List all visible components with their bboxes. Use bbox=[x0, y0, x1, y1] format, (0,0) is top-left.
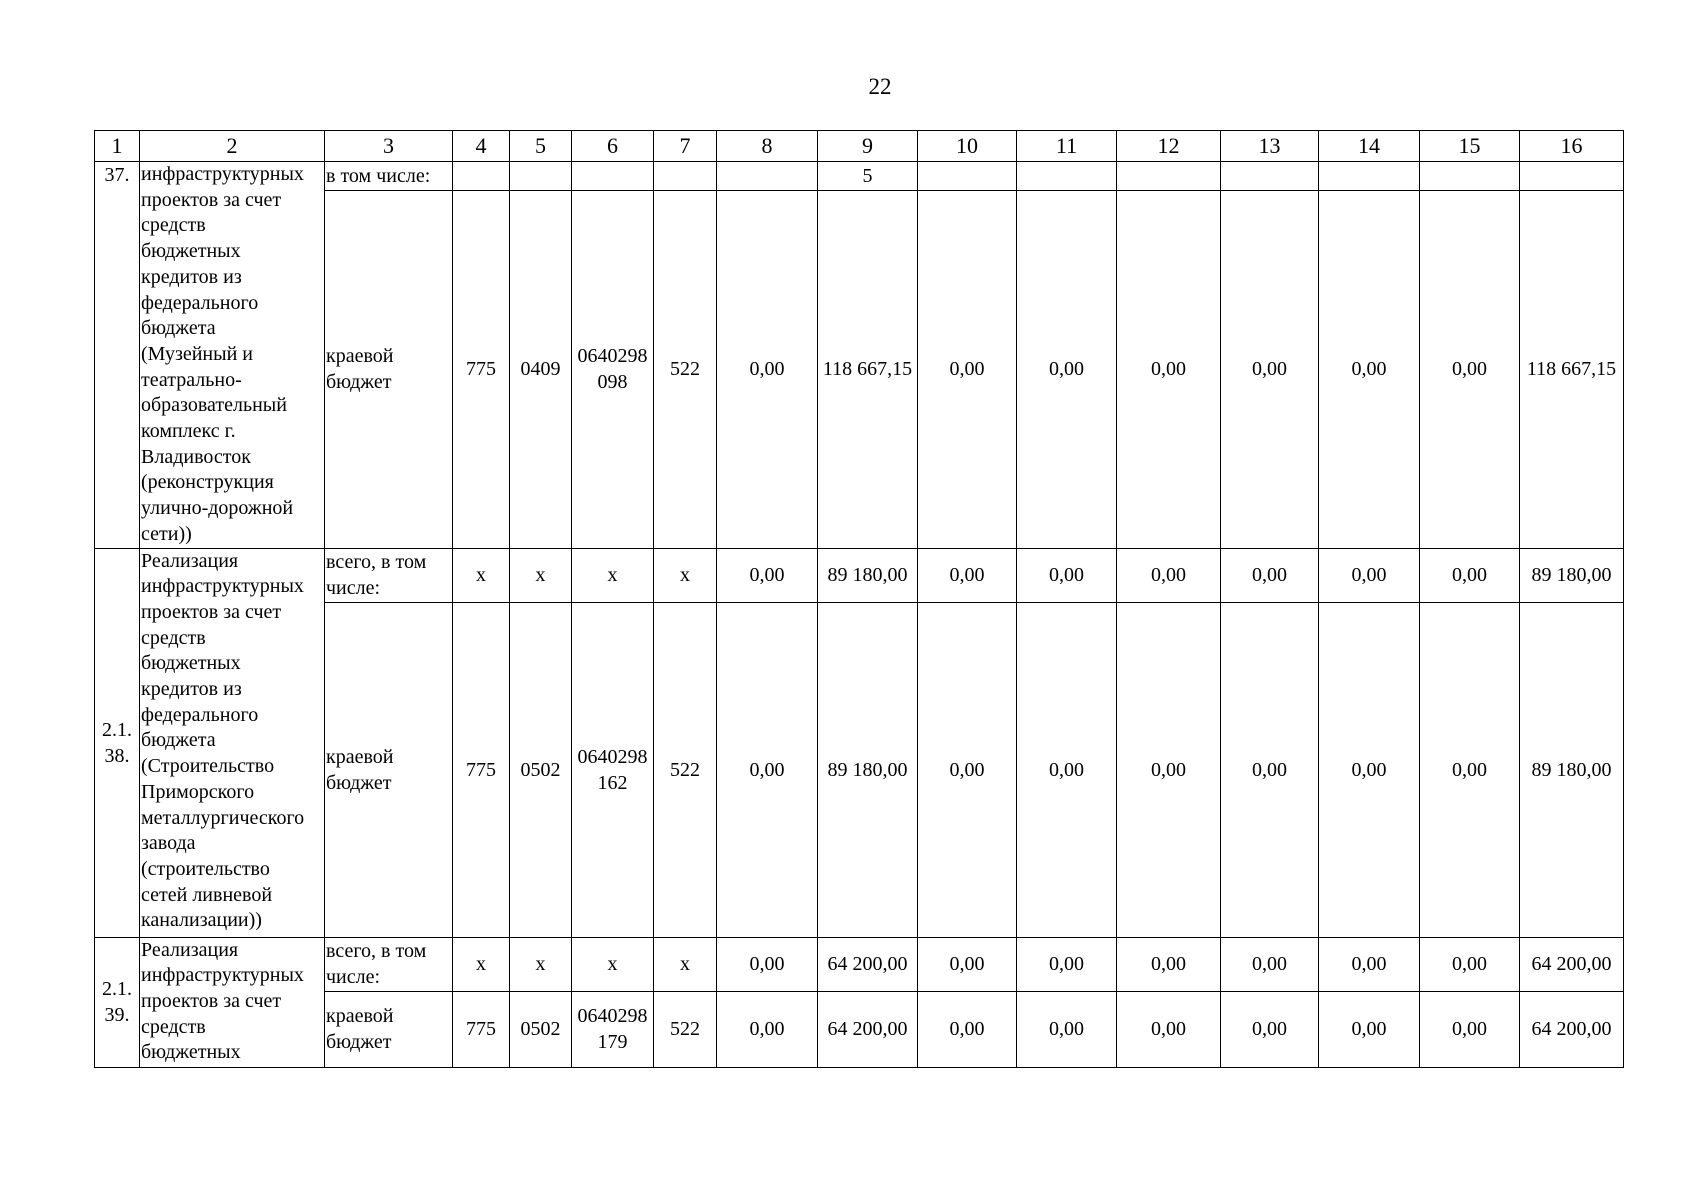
header-col-11: 11 bbox=[1017, 131, 1117, 162]
description-line: проектов за счет bbox=[141, 600, 282, 623]
funding-source: всего, в том числе: bbox=[325, 937, 453, 991]
funding-source: всего, в том числе: bbox=[325, 548, 453, 602]
cell-col-14 bbox=[1319, 162, 1420, 191]
cell-col-6: 0640298179 bbox=[572, 991, 654, 1067]
header-col-2: 2 bbox=[140, 131, 325, 162]
cell-col-16: 89 180,00 bbox=[1520, 602, 1624, 937]
cell-col-10 bbox=[918, 162, 1017, 191]
cell-col-11: 0,00 bbox=[1017, 548, 1117, 602]
cell-col-4: x bbox=[453, 937, 510, 991]
description-line: бюджетных bbox=[141, 1041, 241, 1064]
description-line: комплекс г. bbox=[141, 420, 236, 443]
cell-col-9: 89 180,00 bbox=[818, 548, 918, 602]
cell-col-13: 0,00 bbox=[1221, 937, 1319, 991]
cell-col-8: 0,00 bbox=[717, 937, 818, 991]
header-col-8: 8 bbox=[717, 131, 818, 162]
description-line: средств bbox=[141, 626, 206, 649]
cell-col-15: 0,00 bbox=[1420, 602, 1520, 937]
cell-col-16: 118 667,15 bbox=[1520, 191, 1624, 548]
cell-col-10: 0,00 bbox=[918, 991, 1017, 1067]
cell-col-8 bbox=[717, 162, 818, 191]
cell-col-11 bbox=[1017, 162, 1117, 191]
header-col-16: 16 bbox=[1520, 131, 1624, 162]
row-index: 2.1. 38. bbox=[95, 548, 140, 937]
cell-col-4: 775 bbox=[453, 191, 510, 548]
cell-col-7: 522 bbox=[654, 191, 717, 548]
funding-source: в том числе: bbox=[325, 162, 453, 191]
row-description bbox=[140, 548, 325, 937]
cell-col-5: 0409 bbox=[510, 191, 572, 548]
description-line: бюджета bbox=[141, 317, 216, 340]
page-number: 22 bbox=[868, 74, 892, 99]
description-line: кредитов из bbox=[141, 678, 242, 701]
cell-col-4 bbox=[453, 162, 510, 191]
description-line: (Музейный и bbox=[141, 342, 253, 365]
description-line: инфраструктурных bbox=[141, 964, 304, 987]
description-line: металлургического bbox=[141, 806, 305, 829]
cell-col-6: x bbox=[572, 548, 654, 602]
description-line: Приморского bbox=[141, 780, 255, 803]
description-line: (строительство bbox=[141, 857, 270, 880]
cell-col-4: 775 bbox=[453, 991, 510, 1067]
header-col-15: 15 bbox=[1420, 131, 1520, 162]
header-col-4: 4 bbox=[453, 131, 510, 162]
cell-col-7: x bbox=[654, 548, 717, 602]
budget-table bbox=[94, 130, 1624, 1068]
cell-col-6: x bbox=[572, 937, 654, 991]
header-col-7: 7 bbox=[654, 131, 717, 162]
description-line: проектов за счет bbox=[141, 989, 282, 1012]
funding-source: краевой бюджет bbox=[325, 991, 453, 1067]
header-col-6: 6 bbox=[572, 131, 654, 162]
description-line: театрально- bbox=[141, 368, 242, 391]
description-line: сети)) bbox=[141, 522, 192, 545]
header-col-3: 3 bbox=[325, 131, 453, 162]
cell-col-9: 118 667,15 bbox=[818, 191, 918, 548]
funding-source: краевой бюджет bbox=[325, 191, 453, 548]
cell-col-12: 0,00 bbox=[1117, 602, 1221, 937]
funding-source: краевой бюджет bbox=[325, 602, 453, 937]
cell-col-15: 0,00 bbox=[1420, 548, 1520, 602]
header-row bbox=[95, 131, 1624, 162]
cell-col-16: 64 200,00 bbox=[1520, 937, 1624, 991]
row-description bbox=[140, 162, 325, 549]
cell-col-6 bbox=[572, 162, 654, 191]
description-line: завода bbox=[141, 832, 196, 855]
cell-col-13: 0,00 bbox=[1221, 991, 1319, 1067]
cell-col-13: 0,00 bbox=[1221, 191, 1319, 548]
cell-col-8: 0,00 bbox=[717, 548, 818, 602]
cell-col-6: 0640298098 bbox=[572, 191, 654, 548]
cell-col-13 bbox=[1221, 162, 1319, 191]
cell-col-15: 0,00 bbox=[1420, 991, 1520, 1067]
header-col-10: 10 bbox=[918, 131, 1017, 162]
cell-col-15: 0,00 bbox=[1420, 937, 1520, 991]
cell-col-5: x bbox=[510, 548, 572, 602]
description-line: инфраструктурных bbox=[141, 575, 304, 598]
cell-col-12: 0,00 bbox=[1117, 548, 1221, 602]
description-line: канализации)) bbox=[141, 909, 262, 932]
cell-col-11: 0,00 bbox=[1017, 602, 1117, 937]
cell-col-7: x bbox=[654, 937, 717, 991]
row-index: 2.1. 39. bbox=[95, 937, 140, 1067]
header-col-5: 5 bbox=[510, 131, 572, 162]
cell-col-16 bbox=[1520, 162, 1624, 191]
cell-col-7 bbox=[654, 162, 717, 191]
cell-col-5: 0502 bbox=[510, 991, 572, 1067]
cell-col-10: 0,00 bbox=[918, 191, 1017, 548]
row-index: 37. bbox=[95, 162, 140, 549]
description-line: образовательный bbox=[141, 394, 287, 417]
description-line: федерального bbox=[141, 291, 259, 314]
cell-col-15 bbox=[1420, 162, 1520, 191]
cell-col-12 bbox=[1117, 162, 1221, 191]
cell-col-5: x bbox=[510, 937, 572, 991]
description-line: Реализация bbox=[141, 549, 239, 572]
description-line: Владивосток bbox=[141, 445, 251, 468]
description-line: Реализация bbox=[141, 938, 239, 961]
cell-col-7: 522 bbox=[654, 991, 717, 1067]
header-col-12: 12 bbox=[1117, 131, 1221, 162]
cell-col-10: 0,00 bbox=[918, 548, 1017, 602]
cell-col-7: 522 bbox=[654, 602, 717, 937]
table-row bbox=[95, 937, 1624, 991]
cell-col-9: 89 180,00 bbox=[818, 602, 918, 937]
description-line: средств bbox=[141, 1015, 206, 1038]
table-row bbox=[95, 991, 1624, 1067]
description-line: улично-дорожной bbox=[141, 497, 294, 520]
table-row bbox=[95, 162, 1624, 191]
cell-col-9: 64 200,00 bbox=[818, 991, 918, 1067]
description-line: бюджетных bbox=[141, 652, 241, 675]
header-col-13: 13 bbox=[1221, 131, 1319, 162]
cell-col-15: 0,00 bbox=[1420, 191, 1520, 548]
cell-col-4: 775 bbox=[453, 602, 510, 937]
cell-col-12: 0,00 bbox=[1117, 937, 1221, 991]
table-row bbox=[95, 191, 1624, 548]
header-col-14: 14 bbox=[1319, 131, 1420, 162]
cell-col-11: 0,00 bbox=[1017, 991, 1117, 1067]
cell-col-8: 0,00 bbox=[717, 602, 818, 937]
row-description bbox=[140, 937, 325, 1067]
description-line: (Строительство bbox=[141, 755, 275, 778]
header-col-9: 9 bbox=[818, 131, 918, 162]
cell-col-13: 0,00 bbox=[1221, 548, 1319, 602]
cell-col-14: 0,00 bbox=[1319, 548, 1420, 602]
cell-col-16: 89 180,00 bbox=[1520, 548, 1624, 602]
cell-col-12: 0,00 bbox=[1117, 191, 1221, 548]
cell-col-11: 0,00 bbox=[1017, 937, 1117, 991]
description-line: федерального bbox=[141, 703, 259, 726]
cell-col-14: 0,00 bbox=[1319, 602, 1420, 937]
cell-col-14: 0,00 bbox=[1319, 191, 1420, 548]
description-line: проектов за счет bbox=[141, 188, 282, 211]
cell-col-10: 0,00 bbox=[918, 937, 1017, 991]
cell-col-9: 5 bbox=[818, 162, 918, 191]
cell-col-6: 0640298162 bbox=[572, 602, 654, 937]
header-col-1: 1 bbox=[95, 131, 140, 162]
cell-col-9: 64 200,00 bbox=[818, 937, 918, 991]
cell-col-11: 0,00 bbox=[1017, 191, 1117, 548]
table-row bbox=[95, 548, 1624, 602]
cell-col-5: 0502 bbox=[510, 602, 572, 937]
description-line: кредитов из bbox=[141, 265, 242, 288]
cell-col-10: 0,00 bbox=[918, 602, 1017, 937]
cell-col-8: 0,00 bbox=[717, 191, 818, 548]
cell-col-16: 64 200,00 bbox=[1520, 991, 1624, 1067]
cell-col-13: 0,00 bbox=[1221, 602, 1319, 937]
cell-col-4: x bbox=[453, 548, 510, 602]
table-row bbox=[95, 602, 1624, 937]
cell-col-14: 0,00 bbox=[1319, 991, 1420, 1067]
description-line: средств bbox=[141, 214, 206, 237]
description-line: инфраструктурных bbox=[141, 163, 304, 185]
cell-col-14: 0,00 bbox=[1319, 937, 1420, 991]
cell-col-5 bbox=[510, 162, 572, 191]
description-line: бюджета bbox=[141, 729, 216, 752]
description-line: сетей ливневой bbox=[141, 883, 273, 906]
description-line: (реконструкция bbox=[141, 471, 274, 494]
cell-col-12: 0,00 bbox=[1117, 991, 1221, 1067]
cell-col-8: 0,00 bbox=[717, 991, 818, 1067]
description-line: бюджетных bbox=[141, 240, 241, 263]
